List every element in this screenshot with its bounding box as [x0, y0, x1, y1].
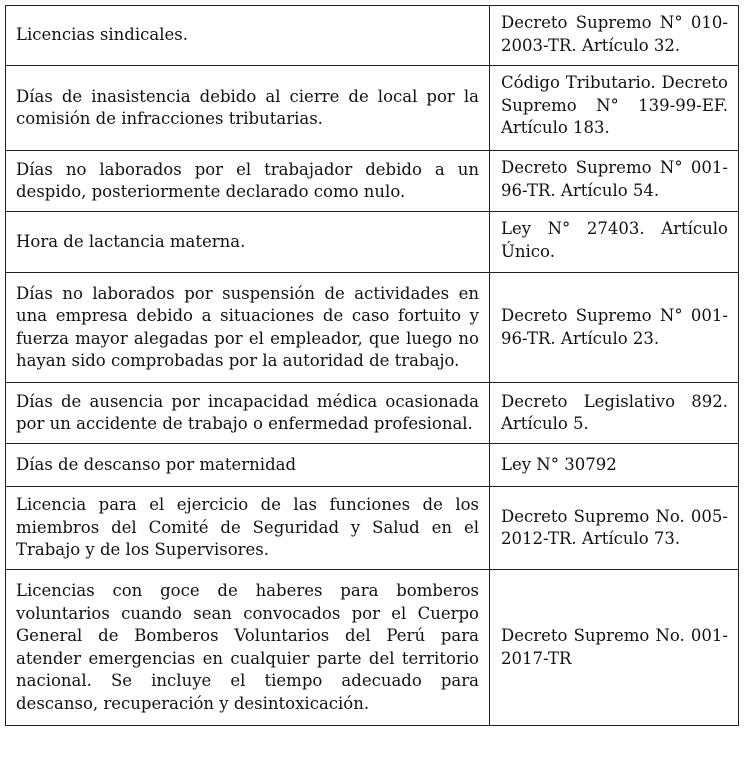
- table-row: [6, 487, 739, 570]
- concept-cell: Días de descanso por maternidad: [6, 444, 490, 487]
- legal-basis-table: [5, 5, 739, 726]
- norm-cell: Decreto Supremo N° 010-2003-TR. Artículo 32.: [490, 6, 739, 66]
- table-row: [6, 66, 739, 151]
- table-row: [6, 444, 739, 487]
- norm-cell: Decreto Supremo No. 001-2017-TR: [490, 570, 739, 726]
- norm-cell: Decreto Supremo N° 001-96-TR. Artículo 23.: [490, 273, 739, 383]
- norm-cell: Decreto Supremo No. 005-2012-TR. Artículo 73.: [490, 487, 739, 570]
- norm-cell: Decreto Supremo N° 001-96-TR. Artículo 54.: [490, 151, 739, 212]
- table-row: [6, 151, 739, 212]
- concept-cell: Hora de lactancia materna.: [6, 212, 490, 273]
- concept-cell: Días de inasistencia debido al cierre de local por la comisión de infracciones tributarias.: [6, 66, 490, 151]
- concept-cell: Días de ausencia por incapacidad médica ocasionada por un accidente de trabajo o enfermedad profesional.: [6, 383, 490, 444]
- concept-cell: Días no laborados por suspensión de actividades en una empresa debido a situaciones de caso fortuito y fuerza mayor alegadas por el empleador, que luego no hayan sido comprobadas por la autoridad de trabajo.: [6, 273, 490, 383]
- table-row: [6, 570, 739, 726]
- concept-cell: Licencias con goce de haberes para bomberos voluntarios cuando sean convocados por el Cuerpo General de Bomberos Voluntarios del Perú para atender emergencias en cualquier parte del territorio nacional. Se incluye el tiempo adecuado para descanso, recuperación y desintoxicación.: [6, 570, 490, 726]
- norm-cell: Ley N° 30792: [490, 444, 739, 487]
- table-row: [6, 273, 739, 383]
- concept-cell: Días no laborados por el trabajador debido a un despido, posteriormente declarado como nulo.: [6, 151, 490, 212]
- table-row: [6, 212, 739, 273]
- norm-cell: Código Tributario. Decreto Supremo N° 139-99-EF. Artículo 183.: [490, 66, 739, 151]
- concept-cell: Licencia para el ejercicio de las funciones de los miembros del Comité de Seguridad y Salud en el Trabajo y de los Supervisores.: [6, 487, 490, 570]
- table-row: [6, 383, 739, 444]
- concept-cell: Licencias sindicales.: [6, 6, 490, 66]
- norm-cell: Decreto Legislativo 892. Artículo 5.: [490, 383, 739, 444]
- table-row: [6, 6, 739, 66]
- norm-cell: Ley N° 27403. Artículo Único.: [490, 212, 739, 273]
